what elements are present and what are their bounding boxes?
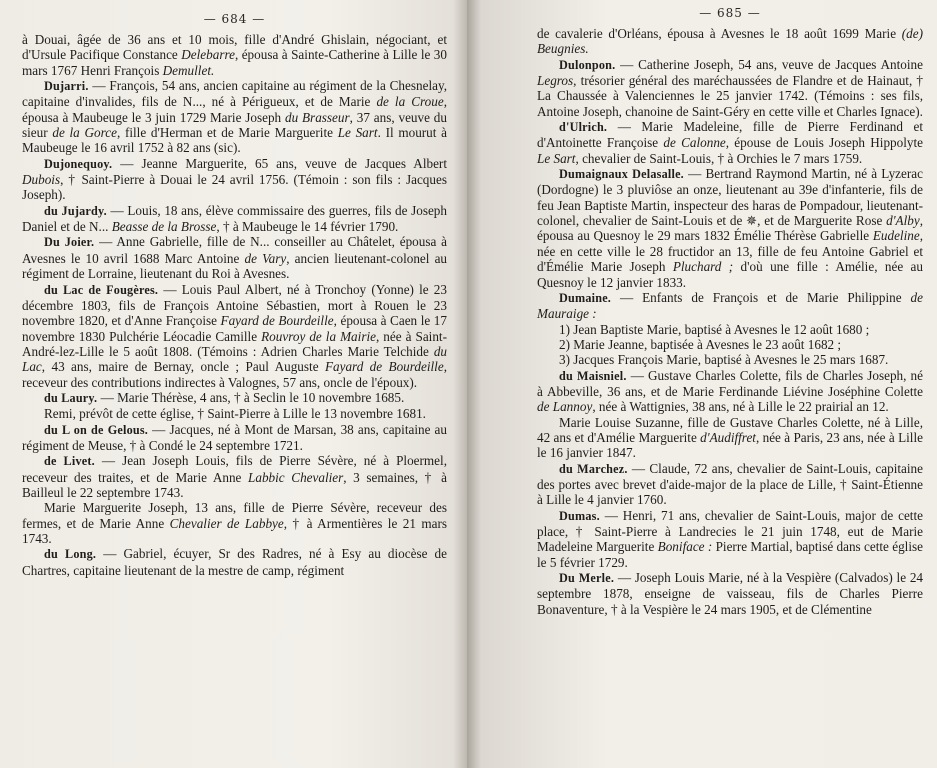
list-item: 2) Marie Jeanne, baptisée à Avesnes le 23 août 1682 ; xyxy=(559,336,842,352)
entry-du-lon-de-gelous: du L on de Gelous. — Jacques, né à Mont de Marsan, 38 ans, capitaine au régiment de Meuse, † à Condé le 24 septembre 1721. xyxy=(22,421,447,453)
entry-du-lac-de-fougeres: du Lac de Fougères. — Louis Paul Albert, né à Tronchoy (Yonne) le 23 décembre 1803, fils de François Antoine Sébastien, mort à Rouen le 23 novembre 1820, et d'Anne Françoise Fayard de Bourdeille, épousa à Caen le 17 novembre 1830 Pulchérie Léocadie Camille Rouvroy de la Mairie, née à Saint-André-lez-Lille le 5 août 1808. (Témoins : Adrien Charles Marie Telchide du Lac, 43 ans, maire de Bernay, oncle ; Paul Auguste Fayard de Bourdeille, receveur des contributions indirectes à Valognes, 57 ans, oncle de l'époux). xyxy=(22,281,447,390)
entry-remi: Remi, prévôt de cette église, † Saint-Pierre à Lille le 13 novembre 1681. xyxy=(44,406,426,422)
entry-du-joier: Du Joier. — Anne Gabrielle, fille de N... conseiller au Châtelet, épousa à Avesnes le 10 avril 1688 Marc Antoine de Vary, ancien lieutenant-colonel au régiment de Lorraine, lieutenant du Roi à Avesnes. xyxy=(22,234,448,282)
entry-marie-louise-suzanne: Marie Louise Suzanne, fille de Gustave Charles Colette, né à Lille, 42 ans et d'Amélie Marguerite d'Audiffret, née à Paris, 23 ans, née à Lille le 16 janvier 1847. xyxy=(537,414,923,461)
entry-continuation: de cavalerie d'Orléans, épousa à Avesnes le 18 août 1699 Marie (de) Beugnies. xyxy=(537,26,923,57)
right-page xyxy=(467,0,937,768)
entry-dujonequoy: Dujonequoy. — Jeanne Marguerite, 65 ans, veuve de Jacques Albert Dubois, † Saint-Pierre à Douai le 24 avril 1756. (Témoin : son fils : Jacques Joseph). xyxy=(22,155,447,203)
entry-dumaignaux-delasalle: Dumaignaux Delasalle. — Bertrand Raymond Martin, né à Lyzerac (Dordogne) le 3 pluviôse an onze, lieutenant au 39e d'infanterie, fils de feu Jean Baptiste Martin, inspecteur des haras de Pompadour, lieutenant-colonel, chevalier de Saint-Louis et de ✵, et de Marguerite Rose d'Alby, épousa au Quesnoy le 29 mars 1832 Émélie Thérèse Gabrielle Eudeline, née en cette ville le 28 fructidor an 13, fille de feu Antoine Gabriel et d'Émélie Marie Joseph Pluchard ; d'où une fille : Amélie, née au Quesnoy le 12 janvier 1833. xyxy=(537,166,923,290)
entry-du-laury: du Laury. — Marie Thérèse, 4 ans, † à Seclin le 10 novembre 1685. xyxy=(44,389,405,405)
entry-dumaine: Dumaine. — Enfants de François et de Marie Philippine de Mauraige : xyxy=(537,289,923,322)
entry-paragraph: à Douai, âgée de 36 ans et 10 mois, fille d'André Ghislain, négociant, et d'Ursule Pacifique Constance Delebarre, épousa à Sainte-Catherine à Lille le 30 mars 1767 Henri François Demullet. xyxy=(22,32,447,78)
entry-dujarri: Dujarri. — François, 54 ans, ancien capitaine au régiment de la Chesnelay, capitaine d'invalides, fils de N..., né à Périgueux, et de Marie de la Croue, épousa à Maubeuge le 3 juin 1729 Marie Joseph du Brasseur, 37 ans, veuve du sieur de la Gorce, fille d'Herman et de Marie Marguerite Le Sart. Il mourut à Maubeuge le 16 avril 1752 à 82 ans (sic). xyxy=(22,78,448,156)
entry-du-maisniel: du Maisniel. — Gustave Charles Colette, fils de Charles Joseph, né à Abbeville, 36 ans, et de Marie Ferdinande Liévine Joséphine Colette de Lannoy, née à Wattignies, 38 ans, né à Lille le 22 prairial an 12. xyxy=(537,367,923,415)
entry-dumas: Dumas. — Henri, 71 ans, chevalier de Saint-Louis, major de cette place, † Saint-Pierre à Landrecies le 21 juin 1748, eut de Marie Madeleine Marguerite Boniface : Pierre Martial, baptisé dans cette église le 5 février 1729. xyxy=(537,507,923,570)
entry-marie-marguerite: Marie Marguerite Joseph, 13 ans, fille de Pierre Sévère, receveur des fermes, et de Marie Anne Chevalier de Labbye, † à Armentières le 21 mars 1743. xyxy=(22,500,447,546)
entry-dulonpon: Dulonpon. — Catherine Joseph, 54 ans, veuve de Jacques Antoine Legros, trésorier général des maréchaussées de Flandre et de Hainaut, † La Chaussée à Valenciennes le 25 janvier 1742. (Témoins : ses fils, Antoine Joseph, chanoine de Saint-Géry en cette ville et Charles Ignace). xyxy=(537,56,923,119)
entry-du-marchez: du Marchez. — Claude, 72 ans, chevalier de Saint-Louis, capitaine des portes avec brevet d'aide-major de la place de Lille, † Saint-Étienne à Lille le 4 janvier 1760. xyxy=(537,460,923,508)
left-page xyxy=(0,0,467,768)
page-number: — 684 — xyxy=(203,12,266,26)
entry-d-ulrich: d'Ulrich. — Marie Madeleine, fille de Pierre Ferdinand et d'Antoinette Françoise de Calonne, épouse de Louis Joseph Hippolyte Le Sart, chevalier de Saint-Louis, † à Orchies le 7 mars 1759. xyxy=(537,119,924,166)
entry-de-livet: de Livet. — Jean Joseph Louis, fils de Pierre Sévère, né à Ploermel, receveur des traites, et de Marie Anne Labbic Chevalier, 3 semaines, † à Bailleul le 22 septembre 1743. xyxy=(22,453,447,500)
list-item: 3) Jacques François Marie, baptisé à Avesnes le 25 mars 1687. xyxy=(559,352,889,368)
page-number: — 685 — xyxy=(699,6,761,20)
entry-du-merle: Du Merle. — Joseph Louis Marie, né à la Vespière (Calvados) le 24 septembre 1878, enseigne de vaisseau, fils de Charles Pierre Bonaventure, † à la Vespière le 24 mars 1905, et de Clémentine xyxy=(537,570,924,617)
entry-du-jujardy: du Jujardy. — Louis, 18 ans, élève commissaire des guerres, fils de Joseph Daniel et de N... Beasse de la Brosse, † à Maubeuge le 14 février 1790. xyxy=(22,202,447,235)
list-item: 1) Jean Baptiste Marie, baptisé à Avesnes le 12 août 1680 ; xyxy=(559,321,870,337)
entry-du-long: du Long. — Gabriel, écuyer, Sr des Radres, né à Esy au diocèse de Chartres, capitaine lieutenant de la mestre de camp, régiment xyxy=(22,546,447,578)
